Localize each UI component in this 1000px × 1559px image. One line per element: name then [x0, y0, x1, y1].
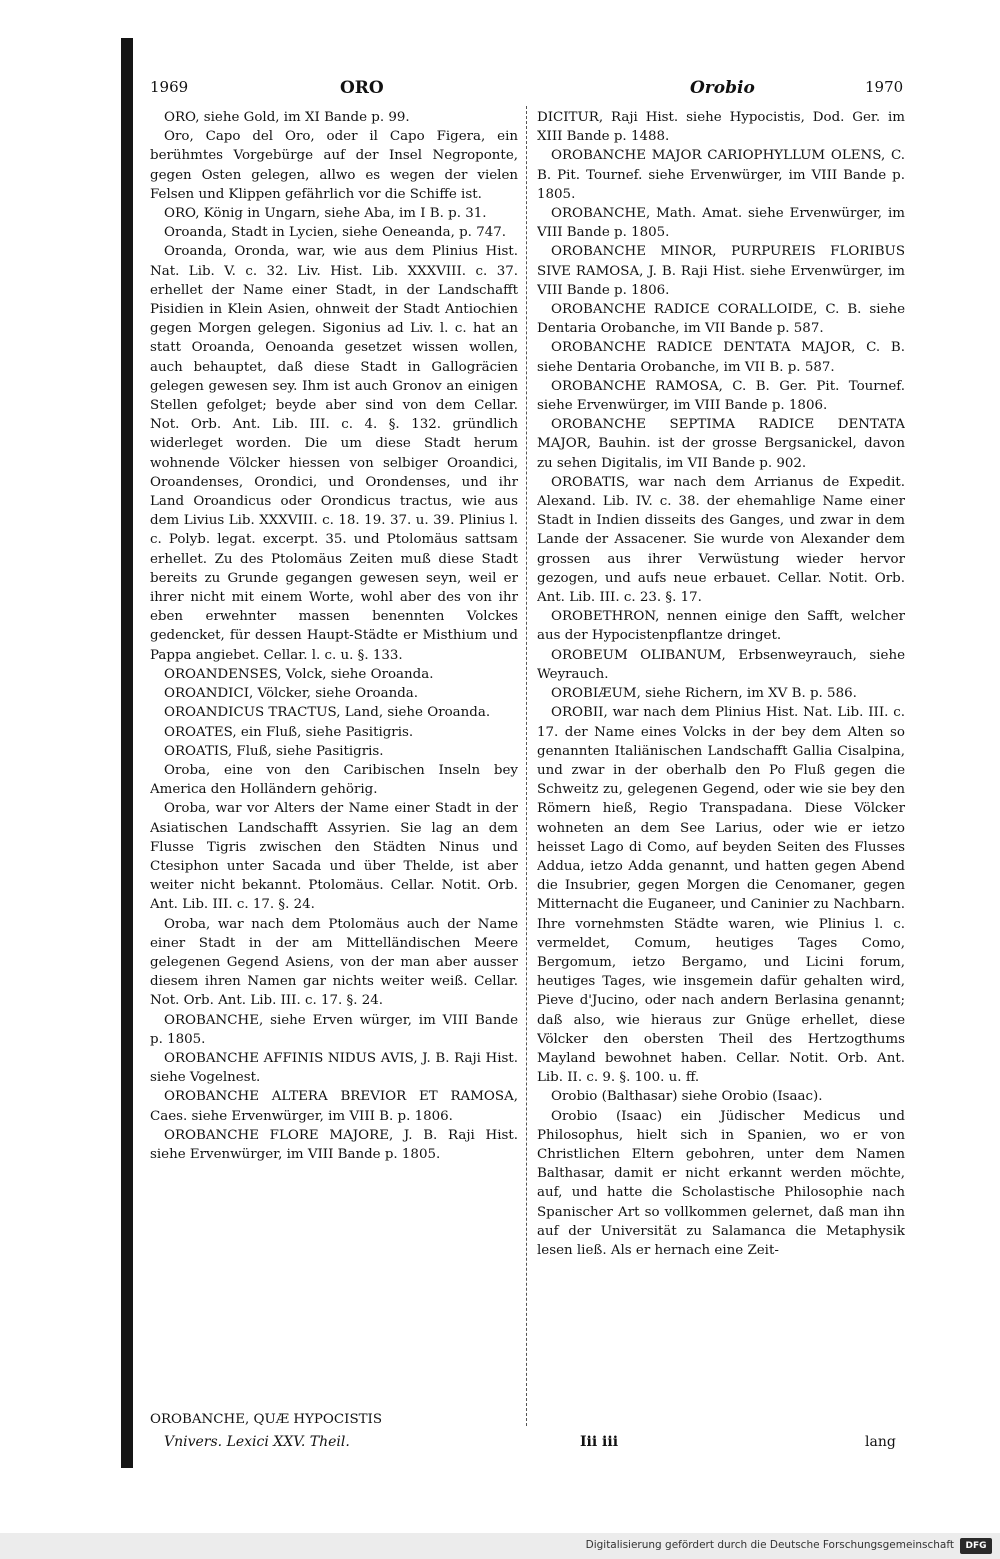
- entry: OROBANCHE FLORE MAJORE, J. B. Raji Hist. siehe Ervenwürger, im VIII Bande p. 1805.: [150, 1127, 518, 1162]
- page-footer: [150, 1412, 915, 1460]
- entry: OROBEUM OLIBANUM, Erbsenweyrauch, siehe Weyrauch.: [537, 647, 905, 682]
- entry: OROBANCHE RAMOSA, C. B. Ger. Pit. Tournef. siehe Ervenwürger, im VIII Bande p. 1806.: [537, 378, 905, 414]
- entry: OROANDICI, Völcker, siehe Oroanda.: [164, 686, 419, 702]
- left-column: [150, 108, 518, 1410]
- entry: Oroanda, Oronda, war, wie aus dem Plinius Hist. Nat. Lib. V. c. 32. Liv. Hist. Lib. XXXVIII. c. 37. erhellet der Name einer Stadt, in der Landschafft Pisidien in Klein Asien, ohnweit der Stadt Antiochien gegen Morgen gelegen. Sigonius ad Liv. l. c. hat an statt Oroanda, Oenoanda gesetzet wissen wollen, auch behauptet, daß diese Stadt in Gallogräcien gelegen gewesen sey. Ihm ist auch Gronov an einigen Stellen gefolget; beyde aber sind von dem Cellar. Not. Orb. Ant. Lib. III. c. 4. §. 132. gründlich widerleget worden. Die um diese Stadt herum wohnende Völcker hiessen von selbiger Oroandici, Oroandenses, Orondici, und Orondenses, und ihr Land Oroandicus oder Orondicus tractus, wie aus dem Livius Lib. XXXVIII. c. 18. 19. 37. u. 39. Plinius l. c. Polyb. legat. excerpt. 35. und Ptolomäus sattsam erhellet. Zu des Ptolomäus Zeiten muß diese Stadt bereits zu Grunde gegangen gewesen seyn, weil er ihrer nicht mit einem Worte, wohl aber des von ihr eben erwehnter massen benennten Volckes gedencket, für dessen Haupt-Städte er Misthium und Pappa angiebet. Cellar. l. c. u. §. 133.: [150, 244, 518, 663]
- entry: ORO, siehe Gold, im XI Bande p. 99.: [164, 110, 410, 125]
- page-number-right: 1970: [865, 78, 904, 96]
- entry: OROBANCHE AFFINIS NIDUS AVIS, J. B. Raji Hist. siehe Vogelnest.: [150, 1050, 518, 1086]
- digitization-credit-bar: [0, 1533, 1000, 1559]
- entry: OROBII, war nach dem Plinius Hist. Nat. Lib. III. c. 17. der Name eines Volcks in der bey dem Alten so genannten Italiänischen Landschafft Gallia Cisalpina, und zwar in der oberhalb den Po Fluß gegen die Schweitz zu, gelegenen Gegend, oder wie sie bey den Römern hieß, Regio Transpadana. Diese Völcker wohneten an dem See Larius, oder wie er ietzo heisset Lago di Como, auf beyden Seiten des Flusses Addua, ietzo Adda genannt, und hatten gegen Abend die Insubrier, gegen Morgen die Cenomaner, gegen Mitternacht die Euganeer, und Caninier zu Nachbarn. Ihre vornehmsten Städte waren, wie Plinius l. c. vermeldet, Comum, heutiges Tages Como, Bergomum, ietzo Bergamo, und Licini forum, heutiges Tages, wie insgemein dafür gehalten wird, Pieve d'Jucino, oder nach andern Berlasina genannt; daß also, wie hieraus zur Gnüge erhellet, diese Völcker den obersten Theil des Hertzogthums Mayland bewohnet haben. Cellar. Notit. Orb. Ant. Lib. II. c. 9. §. 100. u. ff.: [537, 705, 905, 1086]
- entry: OROBANCHE ALTERA BREVIOR ET RAMOSA, Caes. siehe Ervenwürger, im VIII B. p. 1806.: [150, 1089, 518, 1124]
- entry: ORO, König in Ungarn, siehe Aba, im I B. p. 31.: [164, 206, 487, 222]
- book-page: [150, 70, 915, 1490]
- catchword: lang: [865, 1434, 896, 1450]
- entry: OROBANCHE, Math. Amat. siehe Ervenwürger, im VIII Bande p. 1805.: [537, 206, 905, 241]
- entry: OROBANCHE MINOR, PURPUREIS FLORIBUS SIVE RAMOSA, J. B. Raji Hist. siehe Ervenwürger, im VIII Bande p. 1806.: [537, 244, 905, 298]
- entry: Orobio (Balthasar) siehe Orobio (Isaac).: [551, 1089, 823, 1105]
- entry: OROBANCHE SEPTIMA RADICE DENTATA MAJOR, Bauhin. ist der grosse Bergsanickel, davon zu sehen Digitalis, im VII Bande p. 902.: [537, 417, 905, 471]
- entry: OROANDENSES, Volck, siehe Oroanda.: [164, 666, 434, 682]
- entry: Oroanda, Stadt in Lycien, siehe Oeneanda, p. 747.: [164, 225, 507, 241]
- entry: OROBANCHE RADICE DENTATA MAJOR, C. B. siehe Dentaria Orobanche, im VII B. p. 587.: [537, 340, 905, 375]
- dfg-logo-icon: DFG: [960, 1538, 992, 1554]
- page-number-left: 1969: [150, 78, 189, 96]
- entry: Oro, Capo del Oro, oder il Capo Figera, ein berühmtes Vorgebürge auf der Insel Negroponte, gegen Osten gelegen, allwo es wegen der vielen Felsen und Klippen gefährlich vor die Schiffe ist.: [150, 129, 518, 202]
- entry: OROATIS, Fluß, siehe Pasitigris.: [164, 743, 384, 759]
- entry: OROBANCHE MAJOR CARIOPHYLLUM OLENS, C. B. Pit. Tournef. siehe Ervenwürger, im VIII Bande p. 1805.: [537, 148, 905, 202]
- entry: DICITUR, Raji Hist. siehe Hypocistis, Dod. Ger. im XIII Bande p. 1488.: [537, 110, 905, 145]
- entry: Oroba, eine von den Caribischen Inseln bey America den Holländern gehörig.: [150, 762, 518, 798]
- credit-text: Digitalisierung gefördert durch die Deutsche Forschungsgemeinschaft: [585, 1539, 954, 1551]
- page-header: [150, 70, 915, 106]
- sheet-mark: Iii iii: [580, 1434, 619, 1450]
- entry: OROBANCHE RADICE CORALLOIDE, C. B. siehe Dentaria Orobanche, im VII Bande p. 587.: [537, 302, 905, 337]
- entry: OROBANCHE, siehe Erven würger, im VIII Bande p. 1805.: [150, 1012, 518, 1047]
- entry: Orobio (Isaac) ein Jüdischer Medicus und Philosophus, hielt sich in Spanien, wo er von Christlichen Eltern gebohren, unter dem Namen Balthasar, damit er nicht erkannt werden möchte, auf, und hatte die Scholastische Philosophie nach Spanischer Art so vollkommen gelernet, daß man ihn auf der Universität zu Salamanca die Metaphysik lesen ließ. Als er hernach eine Zeit-: [537, 1108, 905, 1258]
- column-divider: [526, 106, 528, 1426]
- entry: OROATES, ein Fluß, siehe Pasitigris.: [164, 724, 414, 740]
- right-column: [537, 108, 905, 1410]
- entry: OROANDICUS TRACTUS, Land, siehe Oroanda.: [164, 705, 491, 721]
- entry: OROBATIS, war nach dem Arrianus de Expedit. Alexand. Lib. IV. c. 38. der ehemahlige Name einer Stadt in Indien disseits des Ganges, und zwar in dem Lande der Assacener. Sie wurde von Alexander dem grossen aus ihrer Verwüstung wieder hervor gezogen, und aufs neue erbauet. Cellar. Notit. Orb. Ant. Lib. III. c. 23. §. 17.: [537, 474, 905, 606]
- running-head-left: ORO: [340, 78, 384, 98]
- last-line-left: OROBANCHE, QUÆ HYPOCISTIS: [150, 1412, 383, 1427]
- entry: Oroba, war nach dem Ptolomäus auch der Name einer Stadt in der am Mittelländischen Meere gelegenen Gegend Asiens, von der man aber ausser diesem ihren Namen gar nichts weiter weiß. Cellar. Not. Orb. Ant. Lib. III. c. 17. §. 24.: [150, 916, 518, 1009]
- signature-line: Vnivers. Lexici XXV. Theil.: [164, 1434, 350, 1450]
- running-head-right: Orobio: [690, 78, 755, 98]
- book-spine-shadow: [121, 38, 133, 1468]
- entry: OROBETHRON, nennen einige den Safft, welcher aus der Hypocistenpflantze dringet.: [537, 609, 905, 644]
- entry: Oroba, war vor Alters der Name einer Stadt in der Asiatischen Landschafft Assyrien. Sie lag an dem Flusse Tigris zwischen den Städten Ninus und Ctesiphon unter Sacada und über Thelde, ist aber weiter nicht bekannt. Ptolomäus. Cellar. Notit. Orb. Ant. Lib. III. c. 17. §. 24.: [150, 801, 518, 913]
- entry: OROBIÆUM, siehe Richern, im XV B. p. 586.: [551, 686, 857, 702]
